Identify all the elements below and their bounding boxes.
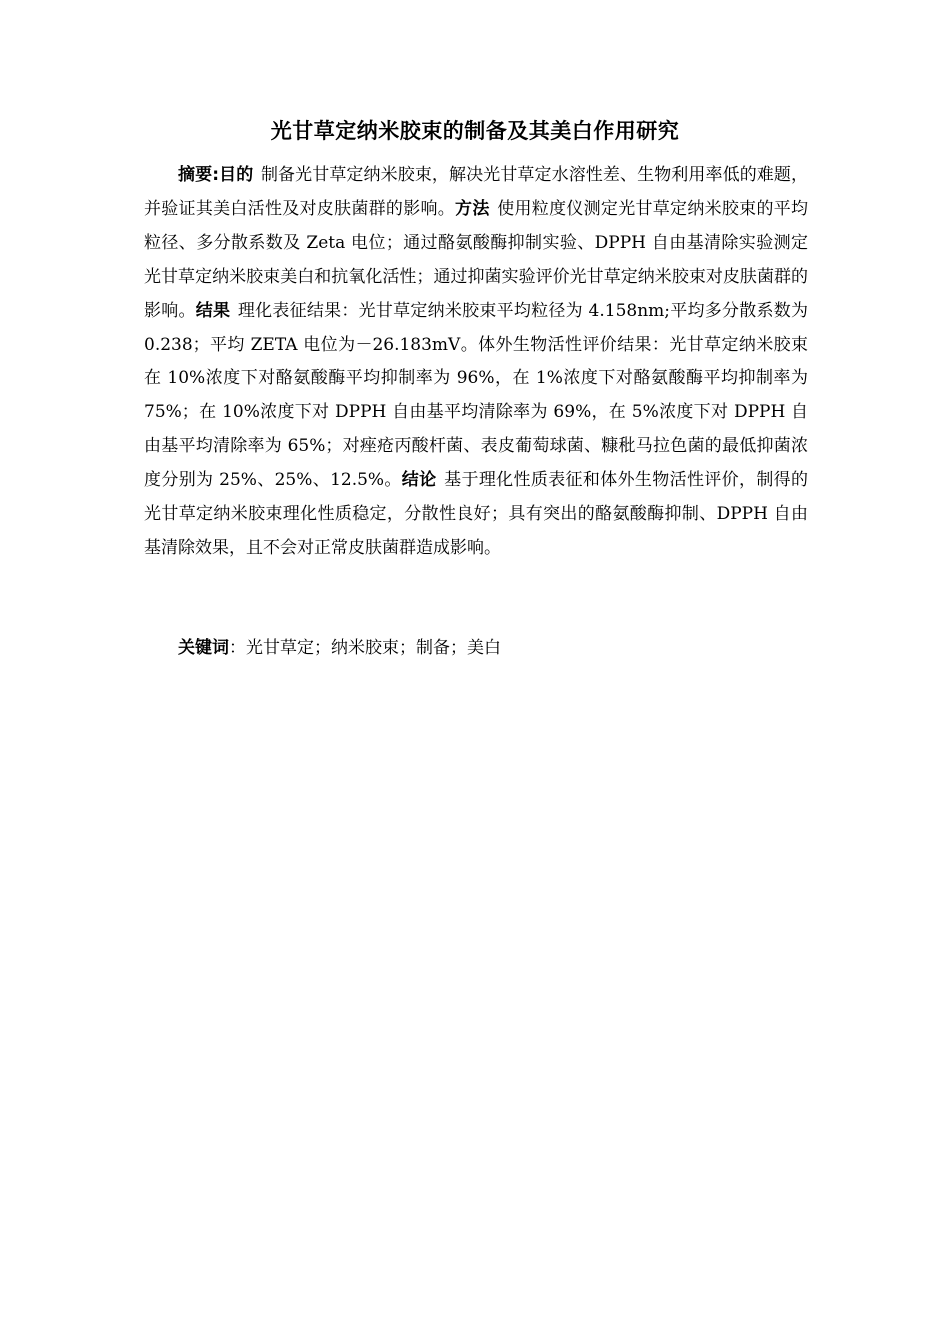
results-label: 结果 — [195, 300, 231, 321]
objective-label: 目的 — [219, 165, 254, 185]
methods-label: 方法 — [455, 198, 490, 219]
abstract-paragraph — [144, 159, 808, 566]
objective-text: 制备光甘草定纳米胶束，解决光甘草定水溶性差、生物利用率低的难题，并验证其美白活性及对皮肤菌群的影响。 — [144, 165, 808, 219]
keywords-label: 关键词 — [178, 638, 229, 658]
results-text: 理化表征结果：光甘草定纳米胶束平均粒径为 4.158nm;平均多分散系数为 0.238；平均 ZETA 电位为－26.183mV。体外生物活性评价结果：光甘草定纳米胶束在 10%浓度下对酪氨酸酶平均抑制率为 96%，在 1%浓度下对酪氨酸酶平均抑制率为 75%；在 10%浓度下对 DPPH 自由基平均清除率为 69%，在 5%浓度下对 DPPH 自由基平均清除率为 65%；对痤疮丙酸杆菌、表皮葡萄球菌、糠秕马拉色菌的最低抑菌浓度分别为 25%、25%、12.5%。 — [144, 300, 808, 491]
paper-title: 光甘草定纳米胶束的制备及其美白作用研究 — [270, 119, 680, 143]
conclusion-text: 基于理化性质表征和体外生物活性评价，制得的光甘草定纳米胶束理化性质稳定，分散性良好；具有突出的酪氨酸酶抑制、DPPH 自由基清除效果，且不会对正常皮肤菌群造成影响。 — [144, 470, 809, 558]
keywords-separator: ： — [229, 638, 246, 658]
methods-text: 使用粒度仪测定光甘草定纳米胶束的平均粒径、多分散系数及 Zeta 电位；通过酪氨酸酶抑制实验、DPPH 自由基清除实验测定光甘草定纳米胶束美白和抗氧化活性；通过抑菌实验评价光甘草定纳米胶束对皮肤菌群的影响。 — [144, 198, 809, 321]
conclusion-label: 结论 — [401, 470, 437, 491]
abstract-label: 摘要: — [178, 165, 219, 185]
keywords-line — [144, 632, 808, 666]
keywords-text: 光甘草定；纳米胶束；制备；美白 — [246, 638, 501, 658]
